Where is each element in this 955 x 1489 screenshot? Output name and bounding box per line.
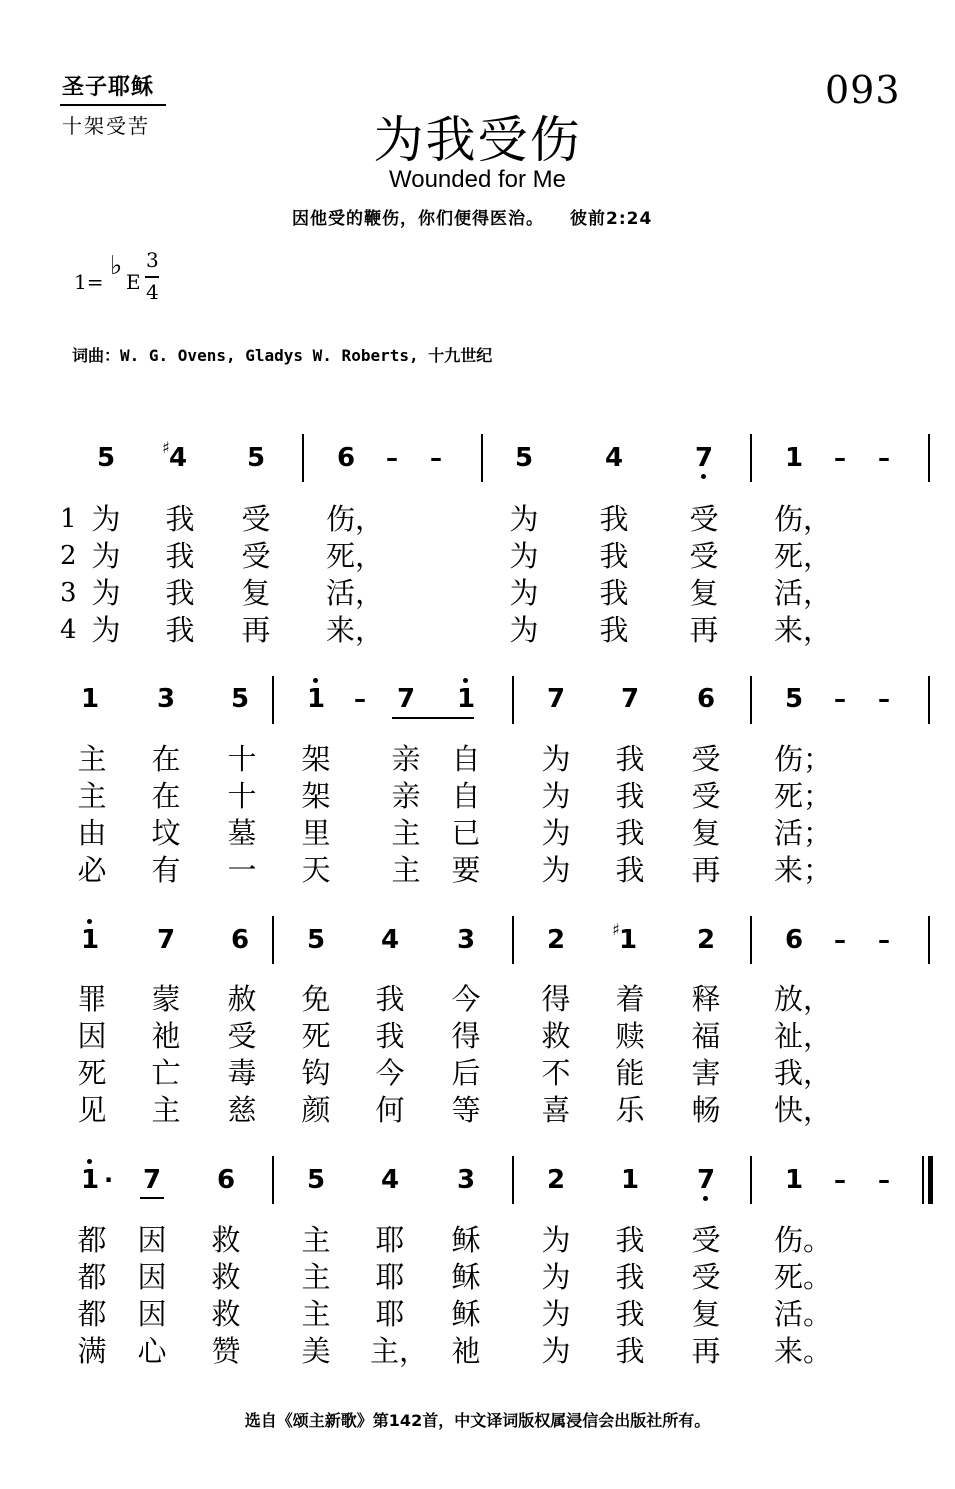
note: 1: [620, 1165, 640, 1195]
barline: [272, 1156, 274, 1204]
lyric: 主: [151, 1093, 181, 1127]
lyric: 颜: [301, 1093, 331, 1127]
barline: [481, 434, 483, 482]
flat-sign: ♭: [110, 251, 123, 281]
note: 5: [784, 684, 804, 714]
barline: [928, 676, 930, 724]
lyric: 在: [151, 779, 181, 813]
lyric: 自: [451, 779, 481, 813]
lyric: 必: [77, 853, 107, 887]
lyric: 放，: [774, 982, 833, 1016]
lyric: 祉，: [774, 1019, 833, 1053]
lyric: 赞: [211, 1334, 241, 1368]
note: 2: [546, 1165, 566, 1195]
lyric: 坟: [151, 816, 181, 850]
high-octave-dot: [313, 678, 318, 683]
lyric: 主，: [370, 1334, 429, 1368]
lyric: 今: [375, 1056, 405, 1090]
lyric: 心: [137, 1334, 167, 1368]
lyric: 自: [451, 742, 481, 776]
dash: –: [834, 685, 846, 713]
dash: –: [878, 444, 890, 472]
dash: –: [878, 685, 890, 713]
lyric: 在: [151, 742, 181, 776]
note: 6: [216, 1165, 236, 1195]
lyric: 伤。: [774, 1223, 833, 1257]
lyric: 伤；: [774, 742, 833, 776]
note: 3: [456, 925, 476, 955]
dash: –: [878, 1166, 890, 1194]
lyric: 蒙: [151, 982, 181, 1016]
barline: [750, 916, 752, 964]
note: 3: [456, 1165, 476, 1195]
dash: –: [834, 444, 846, 472]
note: 6: [784, 925, 804, 955]
lyric: 受: [691, 1260, 721, 1294]
lyric: 我，: [774, 1056, 833, 1090]
lyric: 着: [615, 982, 645, 1016]
lyric: 耶: [375, 1260, 405, 1294]
final-barline-thick: [928, 1156, 933, 1204]
dash: –: [834, 1166, 846, 1194]
lyric: 耶: [375, 1297, 405, 1331]
lyric: 为: [509, 502, 539, 536]
scripture-reference: 彼前2:24: [570, 209, 653, 229]
title-english: Wounded for Me: [389, 166, 566, 193]
lyric: 我: [615, 816, 645, 850]
lyric: 我: [375, 982, 405, 1016]
lyric: 救: [211, 1223, 241, 1257]
lyric: 来，: [326, 613, 385, 647]
lyric: 再: [691, 1334, 721, 1368]
lyric: 释: [691, 982, 721, 1016]
barline: [272, 676, 274, 724]
lyric: 福: [691, 1019, 721, 1053]
lyric: 活。: [774, 1297, 833, 1331]
lyric: 都: [77, 1260, 107, 1294]
lyric: 免: [301, 982, 331, 1016]
lyric: 架: [301, 742, 331, 776]
category-sub: 十架受苦: [62, 114, 150, 138]
verse-number: 3: [60, 578, 77, 608]
lyric: 畅: [691, 1093, 721, 1127]
note: 5: [230, 684, 250, 714]
note: 1: [446, 684, 486, 714]
final-barline-thin: [922, 1156, 924, 1204]
lyric: 来；: [774, 853, 833, 887]
lyric: 死；: [774, 779, 833, 813]
lyric: 我: [615, 1260, 645, 1294]
note: ♯ 1: [608, 925, 648, 955]
lyric: 见: [77, 1093, 107, 1127]
lyric: 伤，: [326, 502, 385, 536]
lyric: 受: [691, 779, 721, 813]
lyric: 复: [689, 576, 719, 610]
verse-number: 4: [60, 615, 77, 645]
lyric: 活，: [774, 576, 833, 610]
category-main: 圣子耶稣: [62, 75, 155, 100]
time-signature-top: 3: [146, 248, 159, 272]
lyric: 为: [91, 502, 121, 536]
lyric: 为: [91, 539, 121, 573]
lyric: 亲: [391, 742, 421, 776]
lyric: 因: [137, 1260, 167, 1294]
lyric: 为: [509, 539, 539, 573]
barline: [302, 434, 304, 482]
lyric: 活，: [326, 576, 385, 610]
lyric: 主: [391, 853, 421, 887]
lyric: 后: [451, 1056, 481, 1090]
note: 5: [306, 925, 326, 955]
lyric: 由: [77, 816, 107, 850]
barline: [928, 434, 930, 482]
lyric: 我: [615, 853, 645, 887]
lyric: 美: [301, 1334, 331, 1368]
lyric: 为: [541, 779, 571, 813]
lyric: 亡: [151, 1056, 181, 1090]
sixteenth-beam: [140, 1197, 164, 1199]
lyric: 复: [691, 1297, 721, 1331]
lyric: 受: [227, 1019, 257, 1053]
lyric: 受: [689, 539, 719, 573]
dash: –: [354, 685, 366, 713]
lyric: 活；: [774, 816, 833, 850]
lyric: 主: [391, 816, 421, 850]
note: 5: [514, 443, 534, 473]
lyric: 祂: [451, 1334, 481, 1368]
lyric: 我: [615, 1223, 645, 1257]
barline: [750, 676, 752, 724]
scripture-text: 因他受的鞭伤，你们便得医治。: [292, 209, 544, 229]
credits: 词曲：W. G. Ovens, Gladys W. Roberts, 十九世纪: [72, 346, 493, 365]
note: 1: [296, 684, 336, 714]
lyric: 稣: [451, 1223, 481, 1257]
lyric: 得: [541, 982, 571, 1016]
barline: [750, 1156, 752, 1204]
lyric: 十: [227, 779, 257, 813]
lyric: 再: [691, 853, 721, 887]
lyric: 我: [599, 613, 629, 647]
key-note: E: [126, 270, 141, 294]
lyric: 受: [689, 502, 719, 536]
note: 7: [142, 1165, 162, 1195]
note: 7: [546, 684, 566, 714]
lyric: 不: [541, 1056, 571, 1090]
lyric: 死: [301, 1019, 331, 1053]
lyric: 我: [375, 1019, 405, 1053]
lyric: 复: [241, 576, 271, 610]
lyric: 已: [451, 816, 481, 850]
note: 3: [156, 684, 176, 714]
note: 6: [336, 443, 356, 473]
lyric: 我: [615, 742, 645, 776]
lyric: 罪: [77, 982, 107, 1016]
note: ♯ 4: [158, 443, 198, 473]
barline: [928, 916, 930, 964]
lyric: 等: [451, 1093, 481, 1127]
lyric: 为: [541, 816, 571, 850]
note: 5: [306, 1165, 326, 1195]
lyric: 主: [301, 1297, 331, 1331]
lyric: 为: [509, 613, 539, 647]
lyric: 为: [541, 742, 571, 776]
lyric: 我: [615, 1297, 645, 1331]
lyric: 得: [451, 1019, 481, 1053]
lyric: 喜: [541, 1093, 571, 1127]
dash: –: [386, 444, 398, 472]
lyric: 今: [451, 982, 481, 1016]
lyric: 里: [301, 816, 331, 850]
lyric: 架: [301, 779, 331, 813]
lyric: 死: [77, 1056, 107, 1090]
barline: [512, 676, 514, 724]
lyric: 何: [375, 1093, 405, 1127]
lyric: 为: [541, 853, 571, 887]
lyric: 来，: [774, 613, 833, 647]
lyric: 赎: [615, 1019, 645, 1053]
lyric: 救: [211, 1260, 241, 1294]
lyric: 受: [241, 539, 271, 573]
lyric: 主: [77, 779, 107, 813]
lyric: 要: [451, 853, 481, 887]
note: 7: [396, 684, 416, 714]
note: 2: [546, 925, 566, 955]
lyric: 因: [137, 1297, 167, 1331]
lyric: 十: [227, 742, 257, 776]
high-octave-dot: [87, 919, 92, 924]
lyric: 复: [691, 816, 721, 850]
barline: [512, 916, 514, 964]
lyric: 都: [77, 1297, 107, 1331]
lyric: 死，: [326, 539, 385, 573]
lyric: 死。: [774, 1260, 833, 1294]
lyric: 墓: [227, 816, 257, 850]
lyric: 稣: [451, 1297, 481, 1331]
dash: –: [430, 444, 442, 472]
lyric: 主: [77, 742, 107, 776]
lyric: 我: [615, 1334, 645, 1368]
lyric: 祂: [151, 1019, 181, 1053]
lyric: 有: [151, 853, 181, 887]
note: 1 ·: [70, 1165, 110, 1195]
lyric: 为: [541, 1260, 571, 1294]
lyric: 慈: [227, 1093, 257, 1127]
high-octave-dot: [463, 678, 468, 683]
key-prefix: 1=: [74, 270, 104, 294]
note: 6: [696, 684, 716, 714]
barline: [512, 1156, 514, 1204]
hymn-number: 093: [825, 68, 901, 112]
low-octave-dot: [701, 474, 706, 479]
lyric: 亲: [391, 779, 421, 813]
lyric: 再: [241, 613, 271, 647]
lyric: 我: [165, 576, 195, 610]
dash: –: [878, 926, 890, 954]
lyric: 为: [541, 1334, 571, 1368]
lyric: 害: [691, 1056, 721, 1090]
lyric: 都: [77, 1223, 107, 1257]
lyric: 一: [227, 853, 257, 887]
lyric: 主: [301, 1260, 331, 1294]
eighth-beam: [392, 717, 474, 719]
note: 1: [70, 925, 110, 955]
title-chinese: 为我受伤: [373, 111, 582, 169]
lyric: 为: [91, 576, 121, 610]
lyric: 钩: [301, 1056, 331, 1090]
copyright-footer: 选自《颂主新歌》第142首，中文译词版权属浸信会出版社所有。: [244, 1411, 711, 1430]
low-octave-dot: [703, 1196, 708, 1201]
note: 4: [380, 1165, 400, 1195]
time-signature-line: [145, 276, 159, 278]
lyric: 我: [165, 502, 195, 536]
lyric: 稣: [451, 1260, 481, 1294]
lyric: 赦: [227, 982, 257, 1016]
sharp-sign: ♯: [612, 920, 620, 939]
note: 1: [784, 1165, 804, 1195]
lyric: 受: [691, 1223, 721, 1257]
lyric: 为: [541, 1223, 571, 1257]
lyric: 因: [137, 1223, 167, 1257]
note: 4: [380, 925, 400, 955]
lyric: 救: [211, 1297, 241, 1331]
barline: [272, 916, 274, 964]
lyric: 受: [241, 502, 271, 536]
scripture-verse: [292, 204, 652, 229]
lyric: 我: [599, 539, 629, 573]
dash: –: [834, 926, 846, 954]
lyric: 死，: [774, 539, 833, 573]
note: 2: [696, 925, 716, 955]
lyric: 满: [77, 1334, 107, 1368]
lyric: 我: [599, 576, 629, 610]
lyric: 我: [615, 779, 645, 813]
lyric: 乐: [615, 1093, 645, 1127]
lyric: 救: [541, 1019, 571, 1053]
lyric: 受: [691, 742, 721, 776]
barline: [750, 434, 752, 482]
lyric: 快，: [774, 1093, 833, 1127]
lyric: 我: [165, 539, 195, 573]
high-octave-dot: [87, 1159, 92, 1164]
lyric: 我: [599, 502, 629, 536]
lyric: 再: [689, 613, 719, 647]
verse-number: 1: [60, 504, 77, 534]
lyric: 为: [509, 576, 539, 610]
lyric: 来。: [774, 1334, 833, 1368]
note: 1: [80, 684, 100, 714]
note: 7: [684, 443, 724, 473]
note: 5: [96, 443, 116, 473]
note: 6: [230, 925, 250, 955]
lyric: 耶: [375, 1223, 405, 1257]
note: 7: [620, 684, 640, 714]
augmentation-dot: ·: [104, 1166, 114, 1194]
lyric: 伤，: [774, 502, 833, 536]
time-signature-bottom: 4: [146, 280, 159, 304]
lyric: 主: [301, 1223, 331, 1257]
lyric: 我: [165, 613, 195, 647]
lyric: 天: [301, 853, 331, 887]
note: 7: [156, 925, 176, 955]
sharp-sign: ♯: [162, 438, 170, 457]
lyric: 为: [541, 1297, 571, 1331]
note: 4: [604, 443, 624, 473]
lyric: 能: [615, 1056, 645, 1090]
verse-number: 2: [60, 541, 77, 571]
lyric: 为: [91, 613, 121, 647]
note: 7: [686, 1165, 726, 1195]
lyric: 毒: [227, 1056, 257, 1090]
note: 1: [784, 443, 804, 473]
lyric: 因: [77, 1019, 107, 1053]
note: 5: [246, 443, 266, 473]
